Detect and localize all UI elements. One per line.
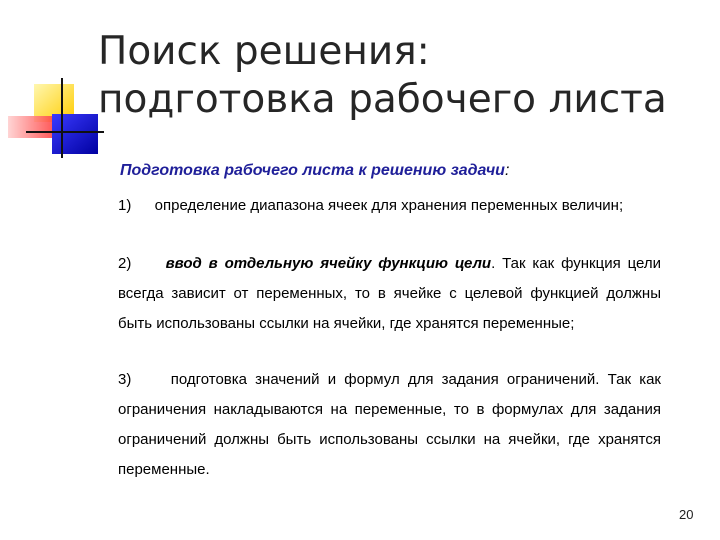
page-number: 20 xyxy=(679,507,694,522)
blue-square xyxy=(52,114,98,154)
slide-title-line-1: Поиск решения: xyxy=(98,29,430,74)
list-item-number: 3) xyxy=(118,371,132,388)
list-item-emphasis: ввод в отдельную ячейку функцию цели xyxy=(165,255,492,272)
list-item-2 xyxy=(106,249,661,339)
slide-subtitle-colon: : xyxy=(504,162,510,179)
slide-title xyxy=(98,28,698,124)
list-item-text: подготовка значений и формул для задания ограничений. Так как ограничения накладываются на переменные, то в формулах для задания ограничений должны быть использованы ссылки на ячейки, где хранятся переменные. xyxy=(118,371,661,478)
slide-title-line-2: подготовка рабочего листа xyxy=(98,77,667,122)
list-item-1 xyxy=(106,191,661,221)
slide-subtitle xyxy=(120,162,509,180)
list-item-number: 2) xyxy=(118,255,132,272)
list-item-number: 1) xyxy=(118,197,132,214)
list-item-text: определение диапазона ячеек для хранения переменных величин; xyxy=(154,197,624,214)
list-item-text: . Так как функция цели всегда зависит от переменных, то в ячейке с целевой функцией должны быть использованы ссылки на ячейки, где хранятся переменные; xyxy=(118,255,661,332)
slide-subtitle-text: Подготовка рабочего листа к решению задачи xyxy=(120,162,505,179)
decorative-squares-logo xyxy=(0,0,110,170)
list-item-3 xyxy=(106,365,661,485)
